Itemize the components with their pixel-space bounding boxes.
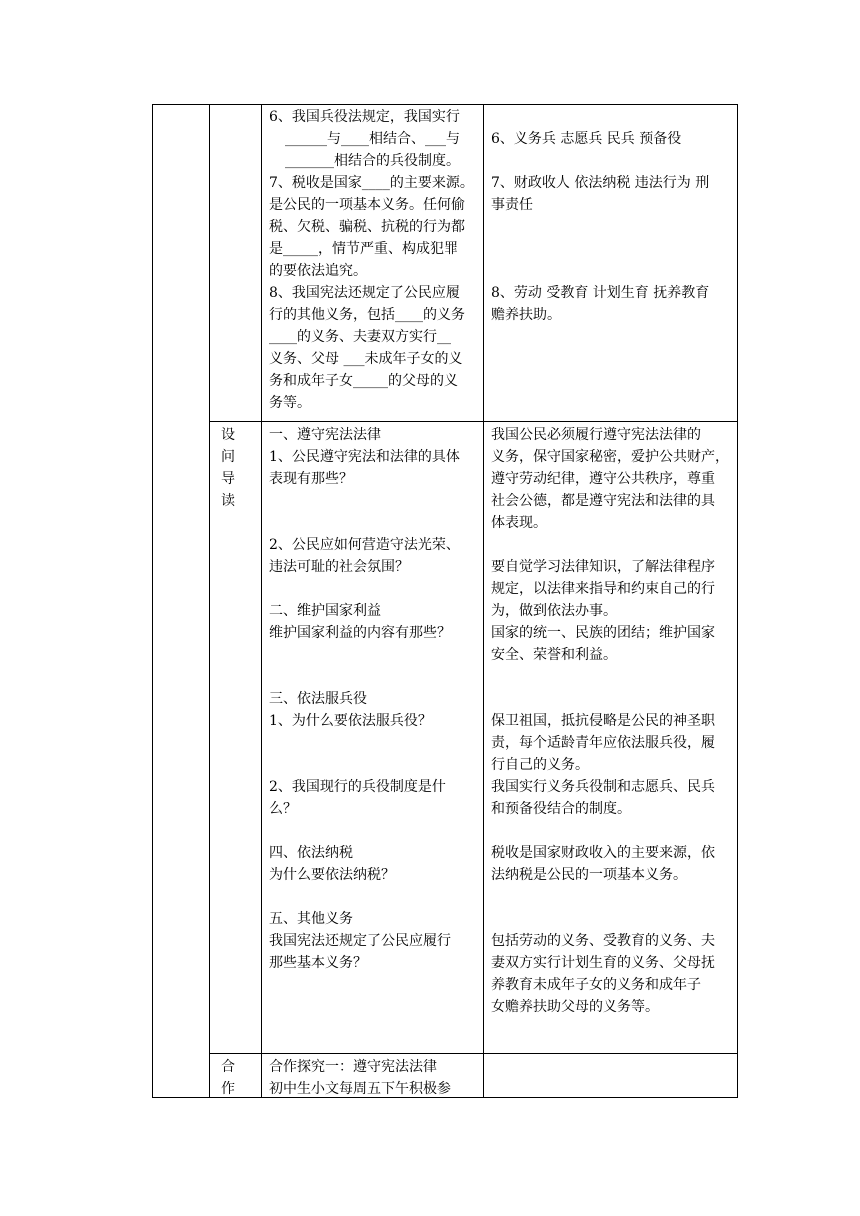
answer-line: 7、财政收人 依法纳税 违法行为 刑 bbox=[491, 175, 710, 191]
answer-line: 社会公德，都是遵守宪法和法律的具 bbox=[491, 493, 715, 509]
col-divider-2 bbox=[261, 105, 262, 1097]
answer-line: 和预备役结合的制度。 bbox=[491, 801, 631, 817]
coop-heading: 合作探究一：遵守宪法法律 bbox=[269, 1059, 437, 1075]
question-line: 2、我国现行的兵役制度是什 bbox=[269, 779, 446, 795]
col-divider-3 bbox=[483, 105, 484, 1097]
answer-line: 遵守劳动纪律，遵守公共秩序，尊重 bbox=[491, 471, 715, 487]
fill-line: 行的其他义务，包括____的义务 bbox=[269, 307, 465, 323]
question-line: 维护国家利益的内容有那些？ bbox=[269, 625, 451, 641]
answer-line: 要自觉学习法律知识，了解法律程序 bbox=[491, 559, 715, 575]
col-divider-1 bbox=[209, 105, 210, 1097]
answer-line: 赡养扶助。 bbox=[491, 307, 561, 323]
fill-line: 6、我国兵役法规定，我国实行 bbox=[269, 109, 460, 125]
section-heading: 二、维护国家利益 bbox=[269, 603, 381, 619]
question-line: 违法可耻的社会氛围？ bbox=[269, 559, 409, 575]
section-heading: 四、依法纳税 bbox=[269, 845, 353, 861]
fill-line: 7、税收是国家____的主要来源。 bbox=[269, 175, 474, 191]
fill-line: 的要依法追究。 bbox=[269, 263, 367, 279]
answer-line: 我国公民必须履行遵守宪法法律的 bbox=[491, 427, 701, 443]
question-line: 表现有那些？ bbox=[269, 471, 353, 487]
top-left-cell bbox=[269, 106, 479, 414]
top-right-cell bbox=[491, 106, 735, 326]
answer-line: 税收是国家财政收入的主要来源，依 bbox=[491, 845, 715, 861]
answer-line: 女赡养扶助父母的义务等。 bbox=[491, 999, 659, 1015]
answer-line: 我国实行义务兵役制和志愿兵、民兵 bbox=[491, 779, 715, 795]
fill-line: 税、欠税、骗税、抗税的行为都 bbox=[269, 219, 465, 235]
answer-line: 规定，以法律来指导和约束自己的行 bbox=[491, 581, 715, 597]
fill-line: 义务、父母 ___未成年子女的义 bbox=[269, 351, 463, 367]
answer-line: 国家的统一、民族的团结；维护国家 bbox=[491, 625, 715, 641]
section-heading: 三、依法服兵役 bbox=[269, 691, 367, 707]
fill-line: 是公民的一项基本义务。任何偷 bbox=[269, 197, 465, 213]
fill-line: 务和成年子女_____的父母的义 bbox=[269, 373, 458, 389]
answer-line: 养教育未成年子女的义务和成年子 bbox=[491, 977, 701, 993]
question-line: 么？ bbox=[269, 801, 297, 817]
coop-text bbox=[269, 1056, 479, 1100]
question-line: 1、为什么要依法服兵役？ bbox=[269, 713, 432, 729]
answer-line: 安全、荣誉和利益。 bbox=[491, 647, 617, 663]
fill-line: ______与____相结合、___与 bbox=[285, 131, 460, 147]
row-divider-1 bbox=[209, 421, 737, 422]
answer-line: 法纳税是公民的一项基本义务。 bbox=[491, 867, 687, 883]
section-heading: 五、其他义务 bbox=[269, 911, 353, 927]
lesson-table bbox=[152, 104, 738, 1098]
answer-line: 保卫祖国，抵抗侵略是公民的神圣职 bbox=[491, 713, 715, 729]
answer-line: 包括劳动的义务、受教育的义务、夫 bbox=[491, 933, 715, 949]
answer-line: 妻双方实行计划生育的义务、父母抚 bbox=[491, 955, 715, 971]
answer-line: 行自己的义务。 bbox=[491, 757, 589, 773]
fill-line: ____的义务、夫妻双方实行__ bbox=[269, 329, 451, 345]
question-line: 1、公民遵守宪法和法律的具体 bbox=[269, 449, 460, 465]
guide-label: 设 问 导 读 bbox=[221, 427, 235, 509]
answer-line: 责，每个适龄青年应依法服兵役，履 bbox=[491, 735, 715, 751]
guide-answers bbox=[491, 424, 735, 1018]
question-line: 我国宪法还规定了公民应履行 bbox=[269, 933, 451, 949]
fill-line: 务等。 bbox=[269, 395, 311, 411]
question-line: 2、公民应如何营造守法光荣、 bbox=[269, 537, 460, 553]
question-line: 为什么要依法纳税？ bbox=[269, 867, 395, 883]
answer-line: 体表现。 bbox=[491, 515, 547, 531]
fill-line: 8、我国宪法还规定了公民应履 bbox=[269, 285, 460, 301]
answer-line: 为，做到依法办事。 bbox=[491, 603, 617, 619]
answer-line: 8、劳动 受教育 计划生育 抚养教育 bbox=[491, 285, 710, 301]
fill-line: _______相结合的兵役制度。 bbox=[285, 153, 460, 169]
coop-line: 初中生小文每周五下午积极参 bbox=[269, 1081, 451, 1097]
section-heading: 一、遵守宪法法律 bbox=[269, 427, 381, 443]
answer-line: 6、义务兵 志愿兵 民兵 预备役 bbox=[491, 131, 682, 147]
row-divider-2 bbox=[209, 1053, 737, 1054]
fill-line: 是_____，情节严重、构成犯罪 bbox=[269, 241, 458, 257]
guide-questions bbox=[269, 424, 479, 974]
answer-line: 事责任 bbox=[491, 197, 533, 213]
coop-label: 合 作 bbox=[221, 1059, 235, 1097]
answer-line: 义务，保守国家秘密，爱护公共财产， bbox=[491, 449, 729, 465]
question-line: 那些基本义务？ bbox=[269, 955, 367, 971]
